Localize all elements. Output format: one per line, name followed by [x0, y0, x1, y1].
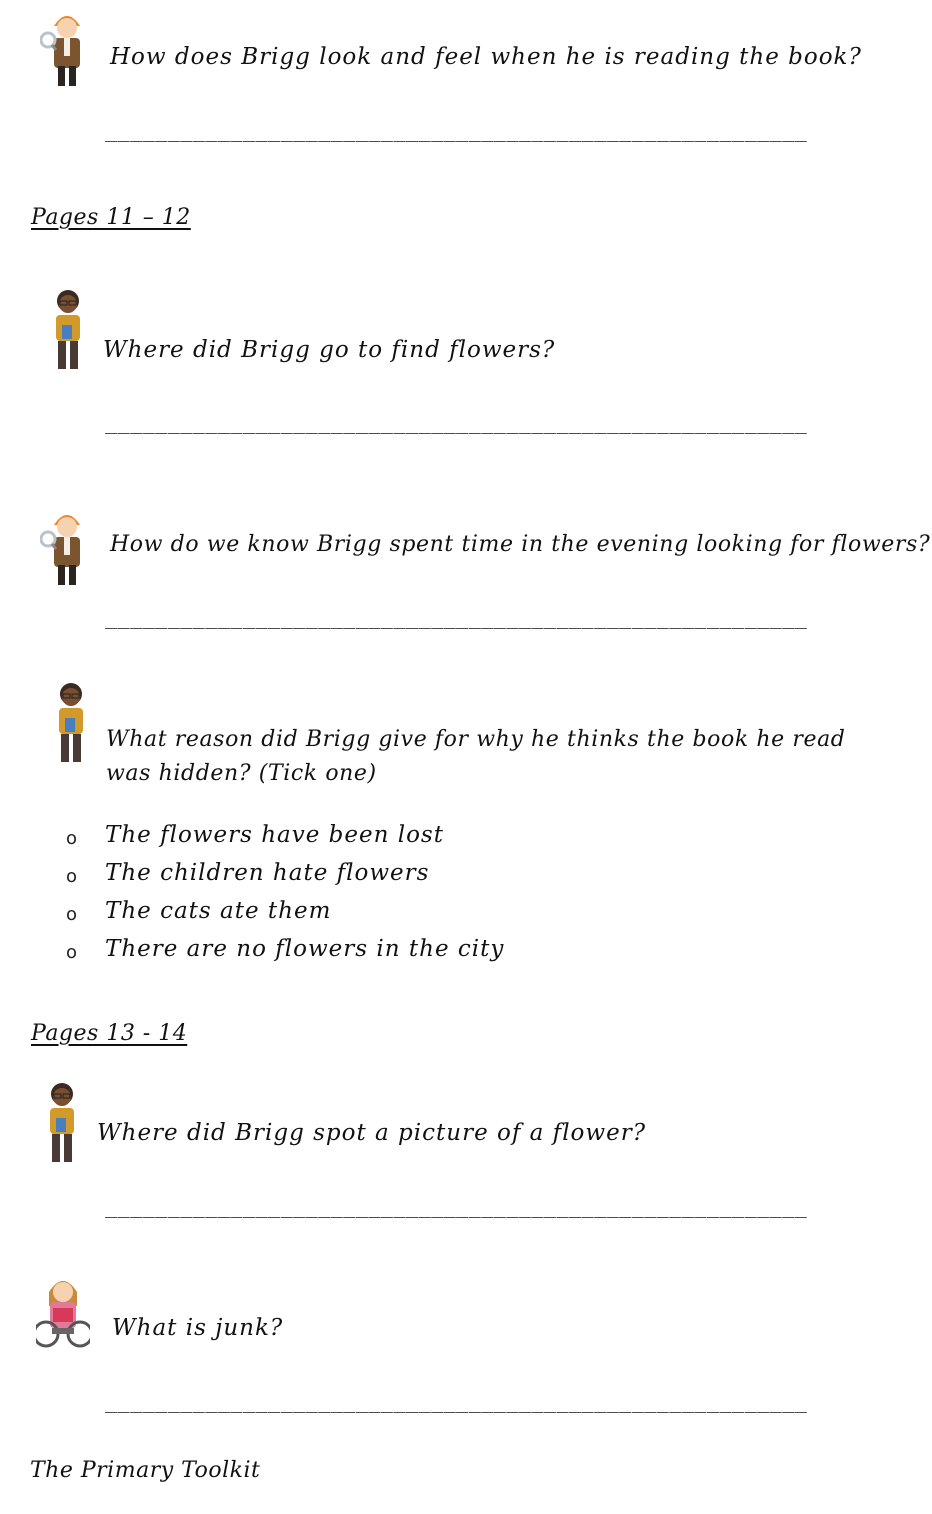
- reader-boy-icon: [48, 287, 90, 373]
- detective-icon: [40, 503, 92, 589]
- footer-text: The Primary Toolkit: [30, 1458, 261, 1483]
- detective-icon: [40, 4, 92, 90]
- answer-line[interactable]: ________________________________________________________: [105, 410, 808, 434]
- option-label: There are no flowers in the city: [105, 936, 505, 962]
- option-label: The flowers have been lost: [105, 822, 444, 848]
- question-text: What is junk?: [112, 1315, 284, 1341]
- answer-line[interactable]: ________________________________________________________: [105, 1194, 808, 1218]
- question-text: What reason did Brigg give for why he thinks the book he read was hidden? (Tick one): [106, 727, 846, 786]
- wheelchair-girl-icon: [36, 1272, 90, 1352]
- option-bullet[interactable]: o: [66, 866, 78, 887]
- option-bullet[interactable]: o: [66, 942, 78, 963]
- option-label: The cats ate them: [105, 898, 332, 924]
- section-heading: Pages 11 – 12: [31, 205, 191, 230]
- option-bullet[interactable]: o: [66, 904, 78, 925]
- answer-line[interactable]: ________________________________________________________: [105, 605, 808, 629]
- question-text: How do we know Brigg spent time in the evening looking for flowers?: [110, 532, 931, 557]
- option-bullet[interactable]: o: [66, 828, 78, 849]
- question-text: Where did Brigg spot a picture of a flower?: [97, 1120, 647, 1146]
- question-text: Where did Brigg go to find flowers?: [103, 337, 556, 363]
- answer-line[interactable]: ________________________________________________________: [105, 1389, 808, 1413]
- section-heading: Pages 13 - 14: [31, 1021, 188, 1046]
- reader-boy-icon: [51, 680, 93, 766]
- question-text: How does Brigg look and feel when he is reading the book?: [110, 44, 862, 70]
- option-label: The children hate flowers: [105, 860, 430, 886]
- answer-line[interactable]: ________________________________________________________: [105, 118, 808, 142]
- reader-boy-icon: [42, 1080, 84, 1166]
